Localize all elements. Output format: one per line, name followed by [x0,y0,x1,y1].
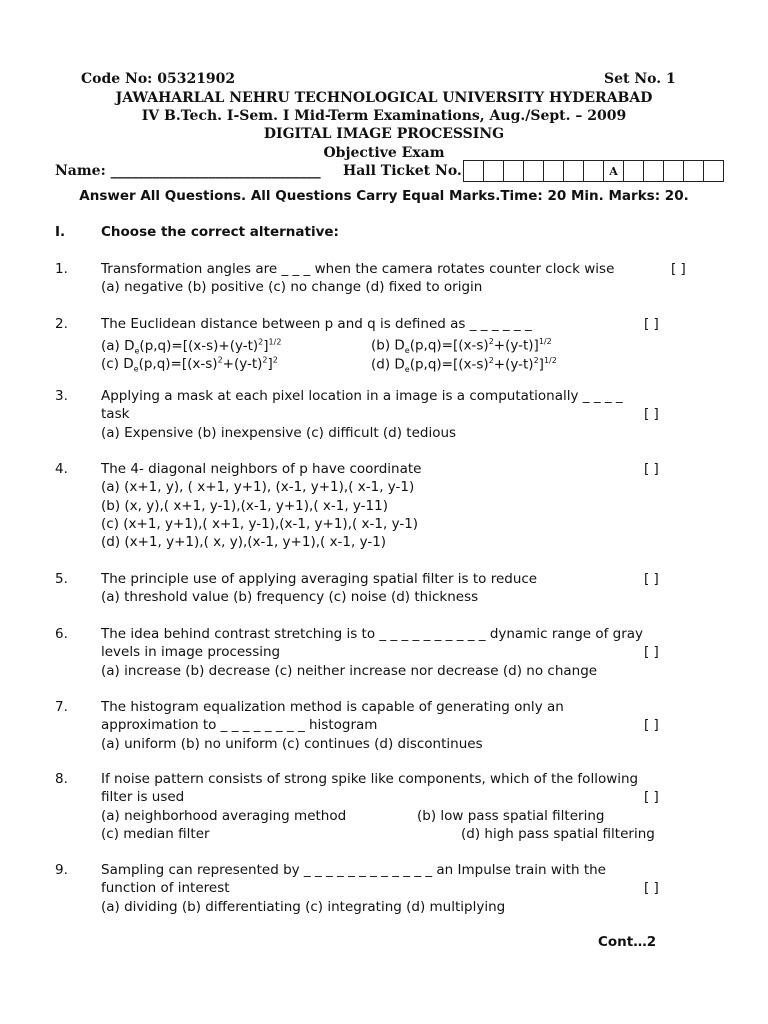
question-options: (a) dividing (b) differentiating (c) integrating (d) multiplying [101,898,506,915]
hall-ticket-box [663,160,684,182]
exam-instructions: Answer All Questions. All Questions Carry Equal Marks.Time: 20 Min. Marks: 20. [79,188,689,204]
hall-ticket-box [583,160,604,182]
question-options: (a) uniform (b) no uniform (c) continues (d) discontinues [101,735,483,752]
question-body [101,260,701,297]
option-d: (d) $D_e(p,q)=[(x-s)^2+(y-t)^2]^{1/2}$ [371,355,557,374]
question-body [101,387,701,442]
exam-title: IV B.Tech. I-Sem. I Mid-Term Examinations, Aug./Sept. – 2009 [141,108,627,124]
question-options: (a) threshold value (b) frequency (c) noise (d) thickness [101,589,479,606]
question-text: The Euclidean distance between p and q is defined as _ _ _ _ _ _ [101,316,532,332]
question-text-continued: filter is used [101,789,185,806]
hall-ticket-box [683,160,704,182]
answer-bracket: [ ] [644,644,659,661]
option-b: (b) (x, y),( x+1, y-1),(x-1, y+1),( x-1, y-11) [101,497,388,514]
hall-ticket-box [703,160,724,182]
option-c: (c) $D_e(p,q)=[(x-s)^2+(y-t)^2]^2$ [101,355,278,374]
question-text-continued: levels in image processing [101,644,281,661]
question-number: 8. [55,771,68,787]
question-body [101,770,701,843]
hall-ticket-box [463,160,484,182]
question-text-continued: approximation to _ _ _ _ _ _ _ _ histogram [101,717,378,734]
hall-ticket-box [543,160,564,182]
university-name: JAWAHARLAL NEHRU TECHNOLOGICAL UNIVERSITY HYDERABAD [115,90,653,106]
option-a: (a) neighborhood averaging method [101,807,347,824]
answer-bracket: [ ] [671,261,686,277]
subject-title: DIGITAL IMAGE PROCESSING [263,126,505,142]
continued-label: Cont…2 [598,934,657,950]
question-number: 4. [55,461,68,477]
question-text-continued: task [101,406,130,423]
question-text: Applying a mask at each pixel location in a image is a computationally _ _ _ _ [101,388,623,404]
answer-bracket: [ ] [644,717,659,734]
hall-ticket-box [483,160,504,182]
question-number: 3. [55,388,68,404]
question-body [101,315,701,374]
question-number: 9. [55,862,68,878]
question-text: Sampling can represented by _ _ _ _ _ _ _ _ _ _ _ _ an Impulse train with the [101,862,606,878]
hall-ticket-box [503,160,524,182]
option-d: (d) (x+1, y+1),( x, y),(x-1, y+1),( x-1, y-1) [101,534,387,551]
question-options: (a) Expensive (b) inexpensive (c) difficult (d) tedious [101,424,457,441]
option-b: (b) low pass spatial filtering [417,807,605,824]
option-a: (a) (x+1, y), ( x+1, y+1), (x-1, y+1),( x-1, y-1) [101,479,415,496]
hall-ticket-box [643,160,664,182]
option-c: (c) (x+1, y+1),( x+1, y-1),(x-1, y+1),( x-1, y-1) [101,515,419,532]
section-title: Choose the correct alternative: [101,224,339,240]
section-number: I. [55,224,66,240]
question-body [101,861,701,916]
code-number: Code No: 05321902 [81,71,236,87]
question-number: 5. [55,571,68,587]
set-number: Set No. 1 [604,71,676,87]
question-text: The idea behind contrast stretching is to _ _ _ _ _ _ _ _ _ _ dynamic range of gray [101,626,644,642]
question-number: 7. [55,699,68,715]
question-body [101,698,701,753]
question-options: (a) increase (b) decrease (c) neither increase nor decrease (d) no change [101,662,598,679]
option-a: (a) $D_e(p,q)=[(x-s)+(y-t)^2]^{1/2}$ [101,337,282,356]
question-body [101,570,701,607]
question-body [101,625,701,680]
question-text: Transformation angles are _ _ _ when the camera rotates counter clock wise [101,261,615,277]
question-number: 6. [55,626,68,642]
question-number: 2. [55,316,68,332]
name-field-label: Name: ______________________________ [55,163,321,179]
question-text: The principle use of applying averaging spatial filter is to reduce [101,571,538,587]
exam-type: Objective Exam [323,145,445,161]
hall-ticket-box [623,160,644,182]
option-d: (d) high pass spatial filtering [461,825,655,842]
hall-ticket-boxes [464,160,724,182]
question-text-continued: function of interest [101,880,230,897]
question-body [101,460,701,551]
answer-bracket: [ ] [644,461,659,477]
question-options: (a) negative (b) positive (c) no change (d) fixed to origin [101,279,483,296]
question-text: If noise pattern consists of strong spike like components, which of the following [101,771,639,787]
hall-ticket-box [523,160,544,182]
answer-bracket: [ ] [644,316,659,332]
question-number: 1. [55,261,68,277]
option-c: (c) median filter [101,825,210,842]
hall-ticket-box-letter: A [603,160,624,182]
answer-bracket: [ ] [644,571,659,587]
option-b: (b) $D_e(p,q)=[(x-s)^2+(y-t)]^{1/2}$ [371,337,552,356]
hall-ticket-label: Hall Ticket No. [343,163,462,179]
question-text: The 4- diagonal neighbors of p have coordinate [101,461,422,477]
answer-bracket: [ ] [644,406,659,423]
question-text: The histogram equalization method is capable of generating only an [101,699,564,715]
hall-ticket-box [563,160,584,182]
answer-bracket: [ ] [644,789,659,806]
answer-bracket: [ ] [644,880,659,897]
